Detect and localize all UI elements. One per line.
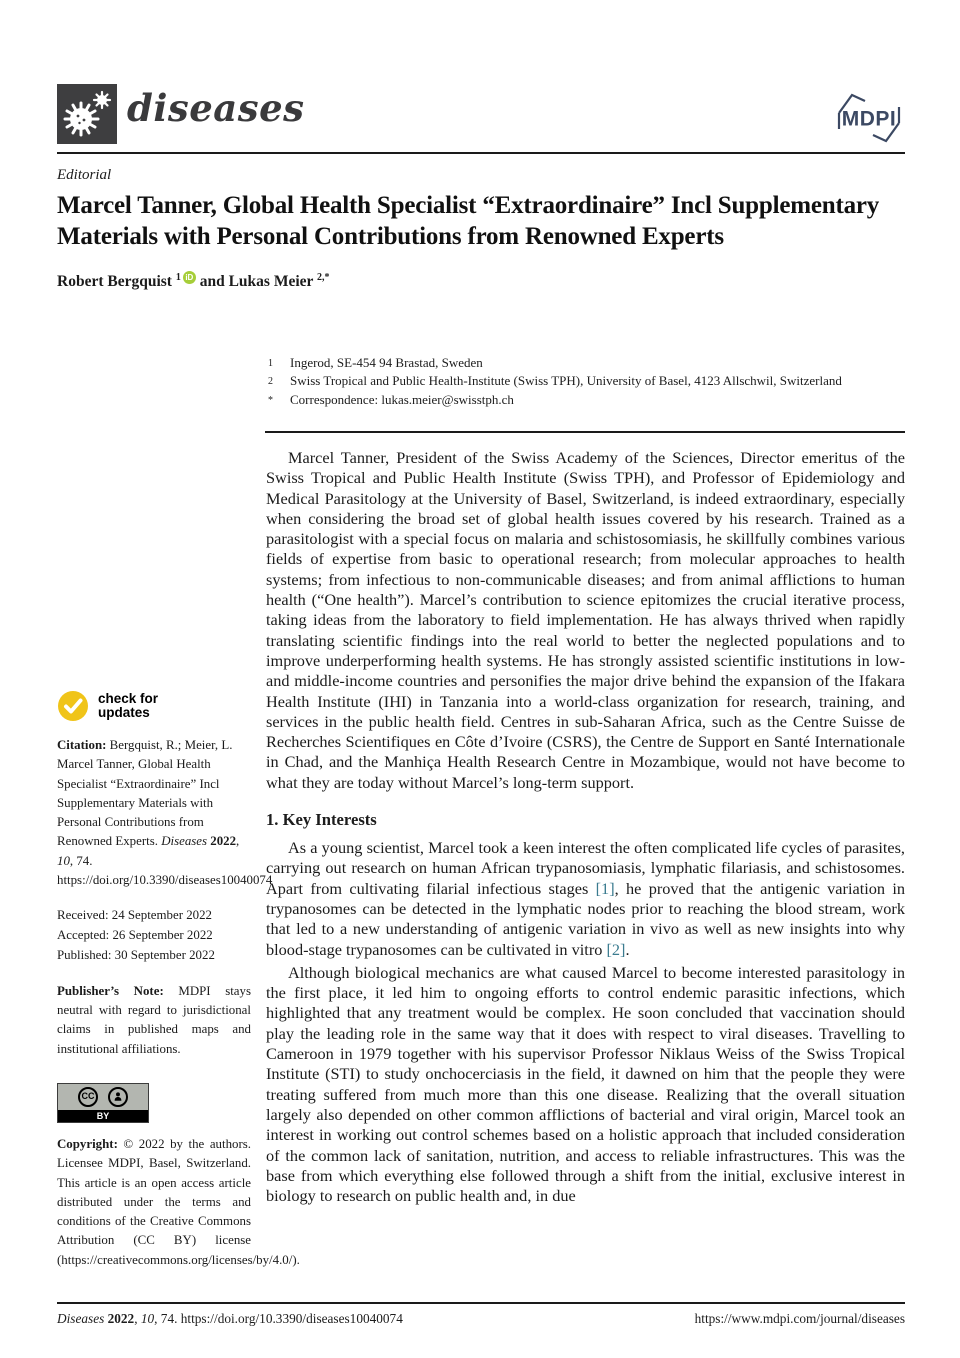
footer-volume: 10: [140, 1311, 155, 1326]
affiliations-block: [268, 354, 918, 409]
footer-year: 2022: [104, 1311, 135, 1326]
footer-citation: [57, 1311, 403, 1327]
abstract-divider: [265, 431, 905, 433]
affiliation-marker: *: [268, 394, 273, 406]
dates-block: [57, 906, 251, 965]
svg-text:MDPI: MDPI: [841, 107, 897, 131]
body-paragraph: [266, 838, 905, 960]
accepted-date: Accepted: 26 September 2022: [57, 928, 213, 943]
paragraph-text: As a young scientist, Marcel took a keen interest the often complicated life cycles of parasites, carrying out research on human African trypanosomiasis, lymphatic filariasis, and schistosomes. Apart from cultivating filarial infectious stages: [266, 838, 905, 898]
paragraph-text: .: [625, 939, 630, 959]
footer-journal-url[interactable]: https://www.mdpi.com/journal/diseases: [694, 1311, 905, 1326]
author-line: [57, 271, 902, 291]
received-date: Received: 24 September 2022: [57, 908, 213, 923]
footer-sep: ,: [134, 1311, 141, 1326]
check-icon: [57, 690, 89, 722]
affiliation-row: [268, 354, 918, 372]
citation-year: 2022: [207, 834, 237, 849]
footer-journal: Diseases: [57, 1311, 105, 1326]
affiliation-text: Ingerod, SE-454 94 Brastad, Sweden: [290, 355, 483, 370]
correspondence-email[interactable]: Correspondence: lukas.meier@swisstph.ch: [290, 391, 514, 407]
footer-doi-link[interactable]: , 74. https://doi.org/10.3390/diseases10040074: [154, 1311, 403, 1326]
journal-name: diseases: [127, 86, 305, 130]
copyright-label: Copyright:: [57, 1136, 118, 1151]
intro-paragraph: Marcel Tanner, President of the Swiss Academy of the Sciences, Director emeritus of the Swiss Tropical and Public Health Institute (Swiss TPH), and Professor of Epidemiology and Medical Parasitology at the University of Basel, Switzerland, is indeed extraordinary, especially when considering the broad set of global health issues covered by his research. Trained as a parasitologist with a special focus on malaria and schistosomiasis, he skillfully combines various fields of expertise from basic to operational research; from molecular approaches to health systems; from infectious to non-communicable diseases; and from animal afflictions to human health (“One health”). Marcel’s contribution to science epitomizes the crucial iterative process, taking ideas from the laboratory to field implementation. He has always thrived when rapidly translating scientific findings into the real world to better the neglected populations and to improve underperforming health systems. He has strongly assisted scientific institutions in low- and middle-income countries and personifies the major drive behind the expansion of the Ifakara Health Institute (IHI) in Tanzania into a world-class organization for research, training, and services in the public health field. Centres in sub-Saharan Africa, such as the Centre Suisse de Recherches Scientifiques en Côte d’Ivoire (CSRS), the Centre de Support en Santé Internationale in Chad, and the Manhiça Health Research Centre in Mozambique, would not have become to what they are today without Marcel’s long-term support.: [266, 448, 905, 792]
section-heading-key-interests: 1. Key Interests: [266, 810, 377, 830]
author-2: Lukas Meier: [228, 273, 314, 291]
by-person-icon: [108, 1087, 128, 1107]
cc-icon: CC: [78, 1087, 98, 1107]
journal-logo: [57, 84, 117, 144]
article-type-label: Editorial: [57, 167, 112, 183]
publisher-note-label: Publisher’s Note:: [57, 983, 164, 998]
published-date: Published: 30 September 2022: [57, 947, 215, 962]
citation-journal: Diseases: [161, 834, 208, 849]
author-1-affil-mark: 1: [175, 272, 181, 283]
citation-text: Bergquist, R.; Meier, L. Marcel Tanner, Global Health Specialist “Extraordinaire” Incl Supplementary Materials with Personal Contributions from Renowned Experts.: [57, 738, 233, 849]
paragraph-text: , he proved that the antigenic variation in trypanosomes can be detected in the lymphatic nodes prior to reaching the blood stream, work that led to a new understanding of antigenic variation in vivo as well as new insights into why blood-stage trypanosomes can be cultivated in vitro: [266, 878, 905, 959]
citation-volume: 10: [57, 853, 70, 868]
citation-ref-2[interactable]: [2]: [606, 939, 626, 959]
citation-sep: ,: [236, 834, 240, 849]
check-updates-line2: updates: [98, 705, 150, 720]
orcid-icon[interactable]: iD: [183, 271, 196, 284]
citation-doi-link[interactable]: , 74. https://doi.org/10.3390/diseases10040074: [57, 853, 273, 888]
virus-icon: [57, 84, 117, 144]
header-divider: [57, 152, 905, 154]
article-body: [266, 448, 905, 1206]
mdpi-logo: [831, 88, 907, 148]
publisher-note: [57, 982, 251, 1059]
citation-label: Citation:: [57, 738, 107, 752]
citation-block: [57, 736, 273, 890]
citation-ref-1[interactable]: [1]: [595, 878, 615, 898]
page-title: Marcel Tanner, Global Health Specialist “Extraordinaire” Incl Supplementary Materials with Personal Contributions from Renowned Experts: [57, 192, 880, 250]
author-connector: and: [195, 273, 229, 291]
copyright-text: © 2022 by the authors. Licensee MDPI, Basel, Switzerland. This article is an open access article distributed under the terms and conditions of the Creative Commons Attribution (CC BY) license (https://creativecommons.org/licenses/by/4.0/).: [57, 1136, 300, 1267]
cc-by-label: BY: [58, 1110, 148, 1122]
sidebar: [57, 690, 300, 1270]
check-updates-line1: check for: [98, 690, 159, 706]
affiliation-marker: 2: [268, 376, 273, 388]
footer-divider: [57, 1302, 905, 1304]
publisher-note-text: MDPI stays neutral with regard to jurisdictional claims in published maps and institutional affiliations.: [57, 983, 251, 1056]
affiliation-row: [268, 391, 918, 409]
author-2-affil-mark: 2,*: [316, 272, 330, 283]
author-1: Robert Bergquist: [57, 273, 172, 291]
copyright-block: [57, 1135, 300, 1270]
body-paragraph: Although biological mechanics are what caused Marcel to become interested parasitology in the first place, it led him to ongoing efforts to control endemic parasitic infections, which highlighted that any treatment would be complex. He soon concluded that vaccination should play the leading role in the same way that it does with respect to viral diseases. Travelling to Cameroon in 1979 together with his supervisor Professor Niklaus Weiss of the Swiss Tropical Institute (STI) to study onchocerciasis in the field, it dawned on him that the people they were treating suffered from much more than this one disease. Realizing that the overall situation largely also depended on other common afflictions of bacterial and viral origin, Marcel took an interest in working out control schemes based on a holistic approach that included consideration of the common lack of sanitation, nutrition, and access to reliable infrastructures. This was the base from which everything else followed through a shift from the initial, exclusive interest in biology to research on public health and, in due: [266, 962, 905, 1206]
affiliation-text: Swiss Tropical and Public Health-Institute (Swiss TPH), University of Basel, 4123 Allschwil, Switzerland: [290, 373, 842, 389]
affiliation-row: [268, 372, 918, 390]
affiliation-marker: 1: [268, 358, 273, 369]
check-for-updates-button[interactable]: [57, 690, 251, 722]
cc-by-license-badge[interactable]: [57, 1083, 149, 1123]
